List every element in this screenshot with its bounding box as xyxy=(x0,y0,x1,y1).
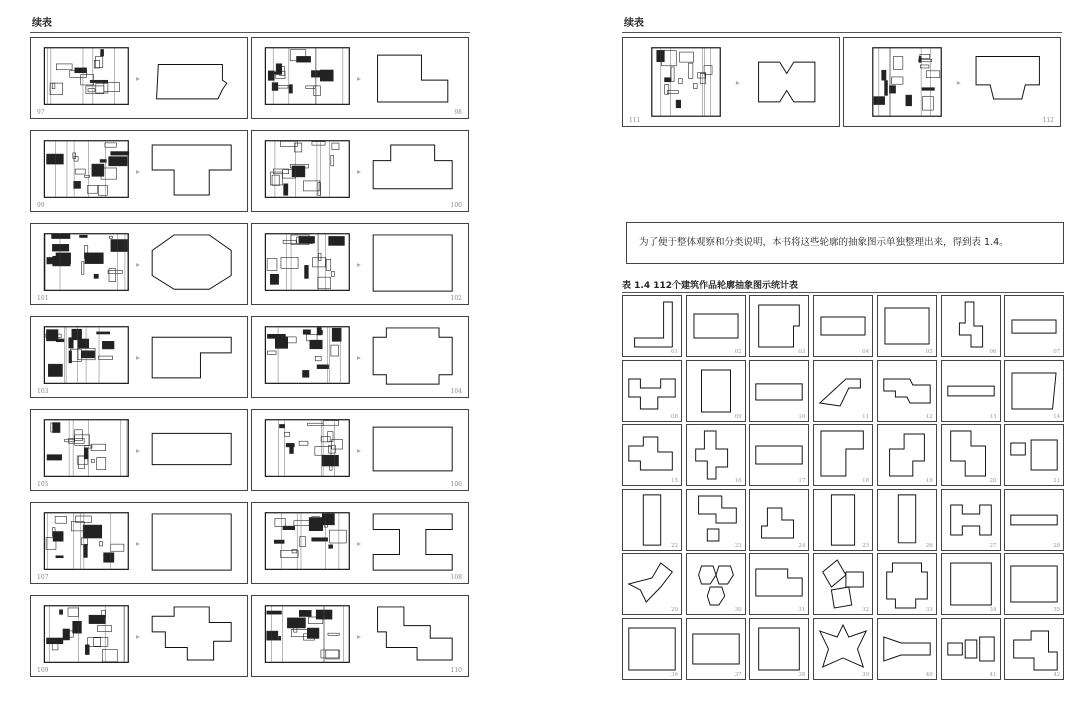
outline-cell xyxy=(813,424,873,486)
outline-cell xyxy=(941,295,1001,357)
outline-cell xyxy=(686,553,746,615)
outline-cell xyxy=(749,424,809,486)
outline-cell xyxy=(686,360,746,422)
figure-number: 100 xyxy=(450,202,462,209)
outline-cell xyxy=(1004,360,1064,422)
figure-number: 99 xyxy=(37,202,45,209)
outline-cell xyxy=(749,553,809,615)
plan-drawing xyxy=(265,606,349,663)
outline-shape xyxy=(629,379,675,409)
outline-cell xyxy=(622,295,682,357)
outline-number: 19 xyxy=(925,478,933,485)
outline-shape xyxy=(152,607,231,660)
outline-cell xyxy=(813,295,873,357)
outline-number: 22 xyxy=(671,542,678,549)
outline-number: 04 xyxy=(862,349,870,355)
outline-number: 06 xyxy=(989,349,997,355)
figure-cell xyxy=(251,223,469,305)
plan-drawing xyxy=(44,141,128,198)
figure-number: 112 xyxy=(1042,117,1054,124)
outline-number: 34 xyxy=(989,607,997,614)
outline-shape xyxy=(1014,631,1057,670)
figure-number: 106 xyxy=(450,481,462,488)
figure-number: 108 xyxy=(450,574,462,581)
outline-number: 18 xyxy=(862,478,870,485)
figure-number: 110 xyxy=(450,667,462,674)
outline-number: 13 xyxy=(989,413,997,420)
plan-drawing xyxy=(652,48,720,116)
outline-number: 28 xyxy=(1053,542,1061,549)
outline-shape xyxy=(947,386,993,396)
outline-shape xyxy=(886,563,927,608)
outline-shape xyxy=(889,434,924,476)
figure-cell xyxy=(251,130,469,212)
outline-shape xyxy=(947,637,993,661)
arrow-icon xyxy=(136,449,140,453)
outline-cell xyxy=(877,618,937,680)
outline-cell xyxy=(749,295,809,357)
outline-cell xyxy=(877,295,937,357)
outline-shape xyxy=(823,560,864,608)
outline-number: 03 xyxy=(798,349,806,355)
outline-number: 21 xyxy=(1053,478,1061,485)
outline-shape xyxy=(1011,440,1057,470)
outline-cell xyxy=(622,553,682,615)
outline-shape xyxy=(629,563,673,602)
left-page-header: 续表 xyxy=(32,18,52,29)
arrow-icon xyxy=(357,77,361,81)
outline-shape xyxy=(373,145,452,189)
outline-shape xyxy=(1012,320,1056,333)
outline-cell xyxy=(941,553,1001,615)
arrow-icon xyxy=(357,356,361,360)
outline-number: 38 xyxy=(798,672,806,678)
outline-cell xyxy=(1004,618,1064,680)
outline-shape xyxy=(378,55,448,102)
outline-shape xyxy=(373,328,452,384)
outline-shape xyxy=(759,62,815,102)
outline-number: 25 xyxy=(862,542,870,549)
outline-shape xyxy=(884,379,930,403)
outline-number: 27 xyxy=(989,542,997,549)
outline-shape xyxy=(756,569,802,596)
arrow-icon xyxy=(136,635,140,639)
outline-cell xyxy=(1004,424,1064,486)
outline-shape xyxy=(759,628,800,670)
body-text-box xyxy=(626,222,1064,264)
outline-cell xyxy=(686,489,746,551)
figure-cell xyxy=(30,409,248,491)
outline-shape xyxy=(692,634,738,664)
figure-cell xyxy=(622,37,840,127)
header-rule xyxy=(30,32,470,33)
outline-shape xyxy=(152,433,231,464)
plan-drawing xyxy=(873,48,941,116)
figure-cell xyxy=(30,316,248,398)
outline-number: 42 xyxy=(1053,672,1061,678)
outline-shape xyxy=(950,505,991,535)
arrow-icon xyxy=(357,542,361,546)
figure-number: 104 xyxy=(450,388,462,395)
figure-cell xyxy=(30,130,248,212)
outline-number: 39 xyxy=(862,672,870,678)
outline-shape xyxy=(820,625,866,667)
outline-number: 41 xyxy=(989,672,997,678)
outline-shape xyxy=(643,495,660,545)
outline-shape xyxy=(157,65,227,99)
outline-number: 11 xyxy=(862,413,870,420)
outline-shape xyxy=(976,56,1039,99)
outline-number: 37 xyxy=(734,672,742,678)
outline-shape xyxy=(694,314,738,338)
arrow-icon xyxy=(136,542,140,546)
outline-shape xyxy=(898,495,915,543)
outline-cell xyxy=(877,553,937,615)
outline-shape xyxy=(821,431,863,476)
outline-shape xyxy=(959,302,982,347)
plan-drawing xyxy=(265,513,349,570)
figure-cell xyxy=(251,37,469,119)
outline-cell xyxy=(749,618,809,680)
outline-shape xyxy=(635,302,673,347)
body-text: 为了便于整体观察和分类说明，本书将这些轮廓的抽象图示单独整理出来，得到表 1.4。 xyxy=(639,237,1009,248)
outline-shape xyxy=(885,308,929,344)
outline-shape xyxy=(756,446,802,464)
outline-cell xyxy=(877,424,937,486)
outline-cell xyxy=(686,424,746,486)
figure-cell xyxy=(30,595,248,677)
arrow-icon xyxy=(136,263,140,267)
outline-number: 15 xyxy=(671,478,678,485)
plan-drawing xyxy=(44,420,128,477)
outline-shape xyxy=(698,566,733,605)
figure-number: 97 xyxy=(37,109,45,116)
figure-cell xyxy=(843,37,1061,127)
outline-shape xyxy=(950,563,991,605)
outline-number: 26 xyxy=(925,542,933,549)
outline-shape xyxy=(884,637,930,661)
plan-drawing xyxy=(44,606,128,663)
figure-cell xyxy=(251,409,469,491)
plan-drawing xyxy=(44,327,128,384)
outline-shape xyxy=(701,370,730,412)
outline-shape xyxy=(152,235,231,289)
outline-cell xyxy=(941,618,1001,680)
arrow-icon xyxy=(136,170,140,174)
outline-cell xyxy=(686,295,746,357)
arrow-icon xyxy=(957,81,961,85)
outline-number: 23 xyxy=(734,542,742,549)
outline-shape xyxy=(762,508,794,538)
outline-number: 20 xyxy=(989,478,997,485)
table-rule xyxy=(622,292,1064,293)
figure-cell xyxy=(251,316,469,398)
outline-cell xyxy=(941,424,1001,486)
outline-number: 33 xyxy=(925,607,933,614)
outline-number: 36 xyxy=(671,672,678,678)
outline-number: 08 xyxy=(671,413,678,420)
outline-shape xyxy=(759,305,800,347)
outline-cell xyxy=(941,489,1001,551)
figure-cell xyxy=(251,502,469,584)
figure-number: 105 xyxy=(37,481,49,488)
outline-cell xyxy=(813,360,873,422)
outline-number: 01 xyxy=(671,349,678,355)
plan-drawing xyxy=(44,48,128,105)
plan-drawing xyxy=(44,234,128,291)
right-page-header: 续表 xyxy=(624,18,644,29)
outline-cell xyxy=(813,553,873,615)
outline-number: 10 xyxy=(798,413,806,420)
outline-shape xyxy=(373,427,452,471)
outline-shape xyxy=(821,317,865,335)
arrow-icon xyxy=(736,81,740,85)
outline-shape xyxy=(629,437,673,470)
figure-cell xyxy=(30,223,248,305)
figure-number: 102 xyxy=(450,295,462,302)
outline-shape xyxy=(831,495,854,545)
outline-number: 30 xyxy=(734,607,742,614)
outline-shape xyxy=(1011,566,1057,602)
arrow-icon xyxy=(136,77,140,81)
outline-shape xyxy=(378,607,453,660)
outline-number: 05 xyxy=(925,349,933,355)
outline-number: 09 xyxy=(734,413,742,420)
arrow-icon xyxy=(357,170,361,174)
outline-number: 07 xyxy=(1053,349,1061,355)
outline-number: 32 xyxy=(862,607,870,614)
figure-number: 107 xyxy=(37,574,49,581)
outline-shape xyxy=(629,628,675,670)
outline-number: 40 xyxy=(925,672,933,678)
outline-number: 29 xyxy=(671,607,678,614)
outline-cell xyxy=(622,489,682,551)
outline-shape xyxy=(152,514,231,570)
figure-cell xyxy=(30,502,248,584)
arrow-icon xyxy=(136,356,140,360)
outline-cell xyxy=(1004,489,1064,551)
outline-number: 24 xyxy=(798,542,806,549)
outline-cell xyxy=(877,360,937,422)
outline-shape xyxy=(695,431,727,479)
outline-cell xyxy=(622,424,682,486)
outline-shape xyxy=(1011,515,1057,525)
outline-cell xyxy=(813,618,873,680)
outline-shape xyxy=(698,496,736,541)
outline-number: 17 xyxy=(798,478,806,485)
plan-drawing xyxy=(44,513,128,570)
outline-cell xyxy=(622,360,682,422)
outline-shape xyxy=(950,431,985,476)
arrow-icon xyxy=(357,263,361,267)
plan-drawing xyxy=(265,48,349,105)
plan-drawing xyxy=(265,420,349,477)
outline-shape xyxy=(820,379,861,406)
outline-cell xyxy=(749,489,809,551)
outline-cell xyxy=(749,360,809,422)
outline-number: 16 xyxy=(734,478,742,485)
plan-drawing xyxy=(265,327,349,384)
outline-number: 35 xyxy=(1053,607,1061,614)
header-rule xyxy=(622,32,1062,33)
outline-number: 31 xyxy=(798,607,806,614)
outline-shape xyxy=(373,514,452,570)
outline-number: 12 xyxy=(925,413,933,420)
figure-number: 101 xyxy=(37,295,49,302)
arrow-icon xyxy=(357,449,361,453)
figure-number: 103 xyxy=(37,388,49,395)
outline-shape xyxy=(756,383,802,399)
outline-shape xyxy=(152,145,231,195)
figure-number: 111 xyxy=(629,117,641,124)
outline-cell xyxy=(1004,295,1064,357)
outline-cell xyxy=(1004,553,1064,615)
outline-cell xyxy=(686,618,746,680)
plan-drawing xyxy=(265,141,349,198)
outline-cell xyxy=(622,618,682,680)
plan-drawing xyxy=(265,234,349,291)
outline-number: 14 xyxy=(1053,413,1061,420)
outline-shape xyxy=(373,235,452,291)
figure-cell xyxy=(251,595,469,677)
outline-shape xyxy=(152,337,231,378)
outline-cell xyxy=(877,489,937,551)
outline-number: 02 xyxy=(734,349,742,355)
outline-cell xyxy=(941,360,1001,422)
figure-cell xyxy=(30,37,248,119)
figure-number: 109 xyxy=(37,667,49,674)
outline-shape xyxy=(1012,373,1056,409)
table-title: 表 1.4 112个建筑作品轮廓抽象图示统计表 xyxy=(622,281,798,291)
figure-number: 98 xyxy=(454,109,462,116)
outline-cell xyxy=(813,489,873,551)
arrow-icon xyxy=(357,635,361,639)
